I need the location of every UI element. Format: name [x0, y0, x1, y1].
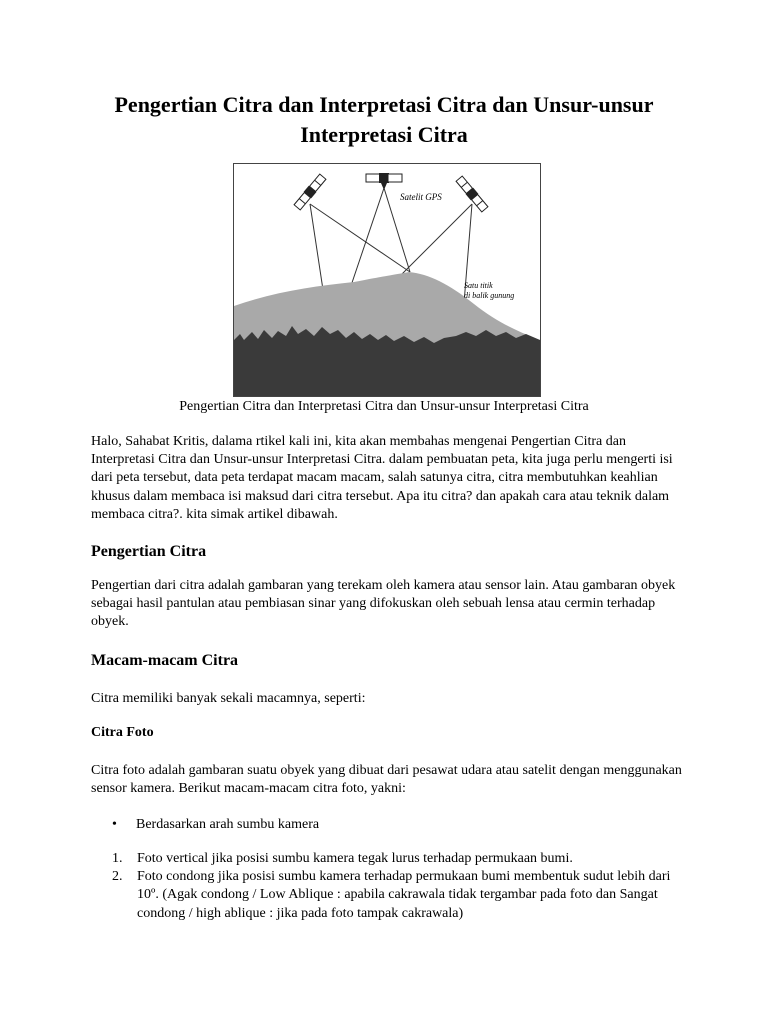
gps-satellite-figure — [233, 163, 541, 397]
subsection-paragraph-citra-foto: Citra foto adalah gambaran suatu obyek yang dibuat dari pesawat udara atau satelit dengan menggunakan sensor kamera. Berikut macam-macam citra foto, yakni: — [91, 763, 682, 797]
bullet-list — [112, 816, 672, 834]
point-label-line-2: di balik gunung — [464, 291, 515, 300]
section-heading-pengertian: Pengertian Citra — [91, 543, 207, 560]
satellite-icon — [366, 173, 402, 190]
numbered-list — [112, 850, 672, 923]
item-number: 2. — [112, 869, 123, 885]
title-line-2: Interpretasi Citra — [300, 122, 468, 147]
item-number: 1. — [112, 851, 123, 866]
page-title — [60, 90, 708, 150]
satellite-label: Satelit GPS — [400, 192, 442, 202]
point-label-line-1: Satu titik — [464, 281, 493, 290]
item-text: Foto vertical jika posisi sumbu kamera tegak lurus terhadap permukaan bumi. — [137, 851, 573, 866]
title-line-1: Pengertian Citra dan Interpretasi Citra dan Unsur-unsur — [114, 92, 654, 117]
section-heading-macam: Macam-macam Citra — [91, 652, 239, 669]
forest-shape — [234, 326, 540, 396]
section-paragraph-macam: Citra memiliki banyak sekali macamnya, seperti: — [91, 691, 366, 706]
item-text: Foto condong jika posisi sumbu kamera terhadap permukaan bumi membentuk sudut lebih dari 10º. (Agak condong / Low Ablique : apabila cakrawala tidak tergambar pada foto dan Sangat condong / high ablique : jika pada foto tampak cakrawala) — [137, 869, 671, 921]
gps-diagram — [234, 164, 540, 396]
figure-caption: Pengertian Citra dan Interpretasi Citra dan Unsur-unsur Interpretasi Citra — [179, 399, 589, 414]
numbered-item — [112, 868, 672, 923]
subsection-heading-citra-foto: Citra Foto — [91, 725, 154, 740]
section-paragraph-pengertian: Pengertian dari citra adalah gambaran yang terekam oleh kamera atau sensor lain. Atau gambaran obyek sebagai hasil pantulan atau pembiasan sinar yang difokuskan oleh sebuah lensa atau cermin terhadap obyek. — [91, 578, 676, 630]
numbered-item — [112, 850, 672, 868]
bullet-item: • Berdasarkan arah sumbu kamera — [112, 816, 672, 834]
intro-paragraph: Halo, Sahabat Kritis, dalama rtikel kali ini, kita akan membahas mengenai Pengertian Citra dan Interpretasi Citra dan Unsur-unsur Interpretasi Citra. dalam pembuatan peta, kita juga perlu mengerti isi dari peta tersebut, data peta terdapat macam macam, salah satunya citra, citra membutuhkan keahlian khusus dalam membaca isi maksud dari citra tersebut. Apa itu citra? dan apakah cara atau teknik dalam membaca citra?. kita simak artikel dibawah. — [91, 434, 673, 522]
